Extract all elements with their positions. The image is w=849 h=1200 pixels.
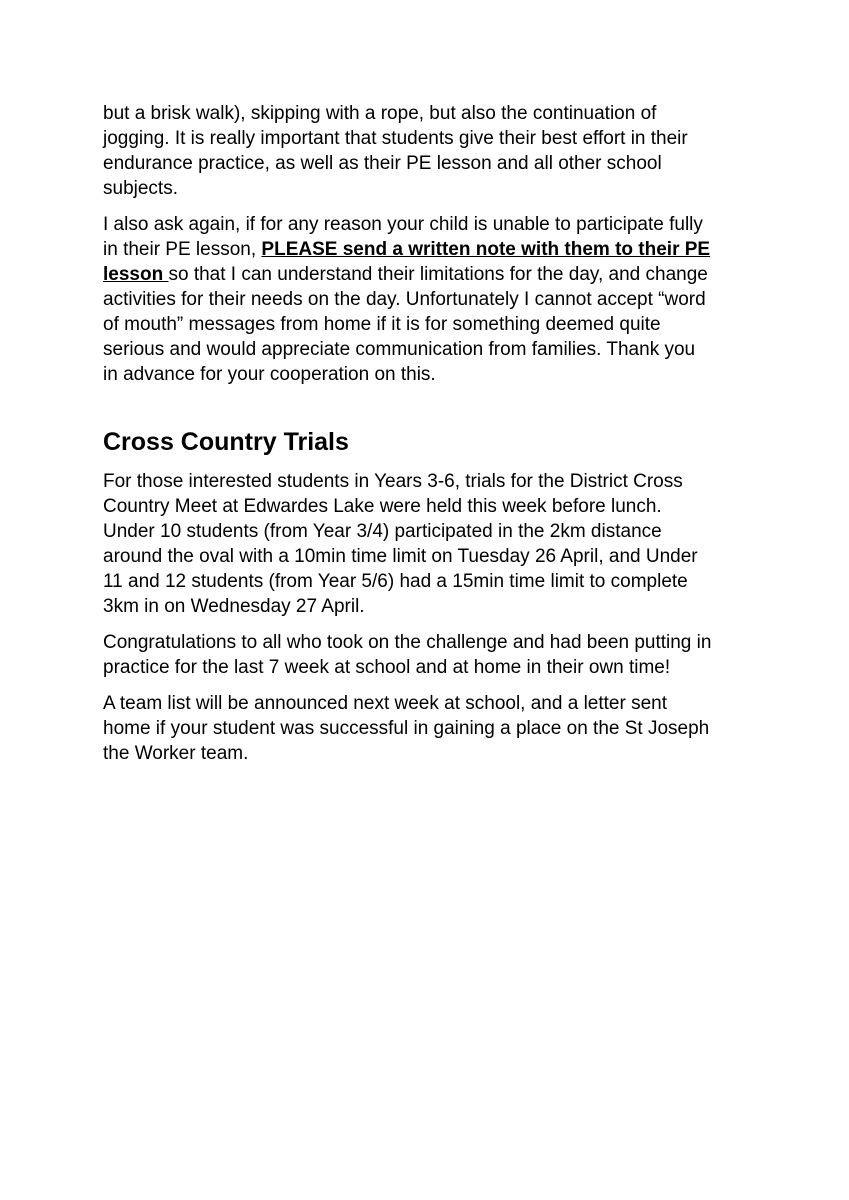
section-heading: Cross Country Trials xyxy=(103,428,349,456)
text-line xyxy=(103,262,753,287)
text-line: activities for their needs on the day. Unfortunately I cannot accept “word xyxy=(103,289,706,310)
endurance-paragraph xyxy=(103,101,753,201)
written-note-paragraph xyxy=(103,212,753,387)
written-note-emphasis: PLEASE send a written note with them to their PE xyxy=(261,239,711,260)
text-line: 11 and 12 students (from Year 5/6) had a 15min time limit to complete xyxy=(103,571,688,592)
text-segment: in their PE lesson, xyxy=(103,239,262,260)
text-line: Congratulations to all who took on the challenge and had been putting in xyxy=(103,632,712,653)
text-line: A team list will be announced next week at school, and a letter sent xyxy=(103,693,667,714)
congratulations-paragraph xyxy=(103,630,753,680)
text-line: Under 10 students (from Year 3/4) participated in the 2km distance xyxy=(103,521,662,542)
document-page xyxy=(103,101,753,766)
text-line: I also ask again, if for any reason your child is unable to participate fully xyxy=(103,214,703,235)
text-line: the Worker team. xyxy=(103,743,249,764)
text-line: Country Meet at Edwardes Lake were held this week before lunch. xyxy=(103,496,662,517)
text-line: around the oval with a 10min time limit on Tuesday 26 April, and Under xyxy=(103,546,698,567)
text-line: For those interested students in Years 3-6, trials for the District Cross xyxy=(103,471,683,492)
trials-paragraph xyxy=(103,469,753,619)
written-note-emphasis-end: lesson xyxy=(103,264,169,285)
text-line xyxy=(103,237,753,262)
text-line: 3km in on Wednesday 27 April. xyxy=(103,596,365,617)
text-line: subjects. xyxy=(103,178,178,199)
text-segment: so that I can understand their limitations for the day, and change xyxy=(168,264,708,285)
text-line: home if your student was successful in gaining a place on the St Joseph xyxy=(103,718,710,739)
text-line: in advance for your cooperation on this. xyxy=(103,364,436,385)
text-line: jogging. It is really important that students give their best effort in their xyxy=(103,128,688,149)
text-line: endurance practice, as well as their PE lesson and all other school xyxy=(103,153,662,174)
team-list-paragraph xyxy=(103,691,753,766)
text-line: practice for the last 7 week at school and at home in their own time! xyxy=(103,657,671,678)
text-line: but a brisk walk), skipping with a rope, but also the continuation of xyxy=(103,103,657,124)
text-line: of mouth” messages from home if it is for something deemed quite xyxy=(103,314,661,335)
text-line: serious and would appreciate communication from families. Thank you xyxy=(103,339,696,360)
